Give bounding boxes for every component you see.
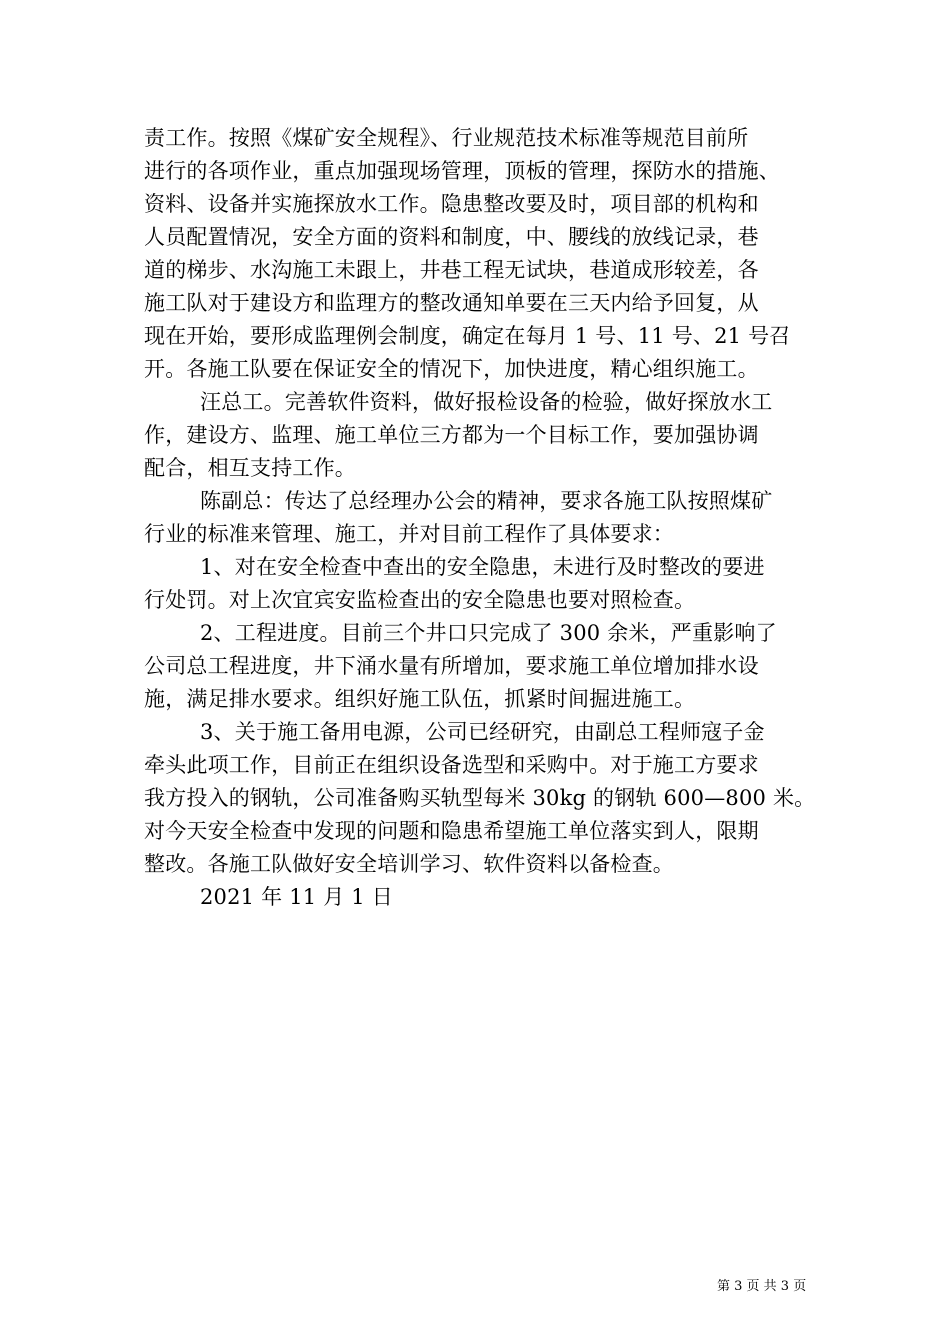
text-line: 道的梯步、水沟施工未跟上，井巷工程无试块，巷道成形较差，各 [144,258,759,282]
page-number: 第 3 页 共 3 页 [717,1279,807,1294]
text-line: 我方投入的钢轨，公司准备购买轨型每米 30kg 的钢轨 600—800 米。 [144,786,816,810]
text-line: 配合，相互支持工作。 [144,456,356,480]
text-line: 行处罚。对上次宜宾安监检查出的安全隐患也要对照检查。 [144,588,696,612]
text-line: 整改。各施工队做好安全培训学习、软件资料以备检查。 [144,852,674,876]
date-line: 2021 年 11 月 1 日 [200,885,393,909]
text-line: 人员配置情况，安全方面的资料和制度，中、腰线的放线记录，巷 [144,225,759,249]
text-line: 陈副总：传达了总经理办公会的精神，要求各施工队按照煤矿 [200,489,773,513]
text-line: 开。各施工队要在保证安全的情况下，加快进度，精心组织施工。 [144,357,759,381]
text-line: 责工作。按照《煤矿安全规程》、行业规范技术标准等规范目前所 [144,126,749,150]
text-line: 牵头此项工作，目前正在组织设备选型和采购中。对于施工方要求 [144,753,759,777]
text-line: 公司总工程进度，井下涌水量有所增加，要求施工单位增加排水设 [144,654,759,678]
text-line: 资料、设备并实施探放水工作。隐患整改要及时，项目部的机构和 [144,192,759,216]
text-line: 进行的各项作业，重点加强现场管理，顶板的管理，探防水的措施、 [144,159,780,183]
text-line: 对今天安全检查中发现的问题和隐患希望施工单位落实到人，限期 [144,819,759,843]
text-line: 汪总工。完善软件资料，做好报检设备的检验，做好探放水工 [200,390,773,414]
text-line: 行业的标准来管理、施工，并对目前工程作了具体要求： [144,522,674,546]
text-line: 施，满足排水要求。组织好施工队伍，抓紧时间掘进施工。 [144,687,696,711]
text-line: 3、关于施工备用电源，公司已经研究，由副总工程师寇子金 [200,720,765,744]
text-line: 2、工程进度。目前三个井口只完成了 300 余米，严重影响了 [200,621,777,645]
text-line: 现在开始，要形成监理例会制度，确定在每月 1 号、11 号、21 号召 [144,324,791,348]
text-line: 作，建设方、监理、施工单位三方都为一个目标工作，要加强协调 [144,423,759,447]
text-line: 施工队对于建设方和监理方的整改通知单要在三天内给予回复，从 [144,291,759,315]
text-line: 1、对在安全检查中查出的安全隐患，未进行及时整改的要进 [200,555,765,579]
